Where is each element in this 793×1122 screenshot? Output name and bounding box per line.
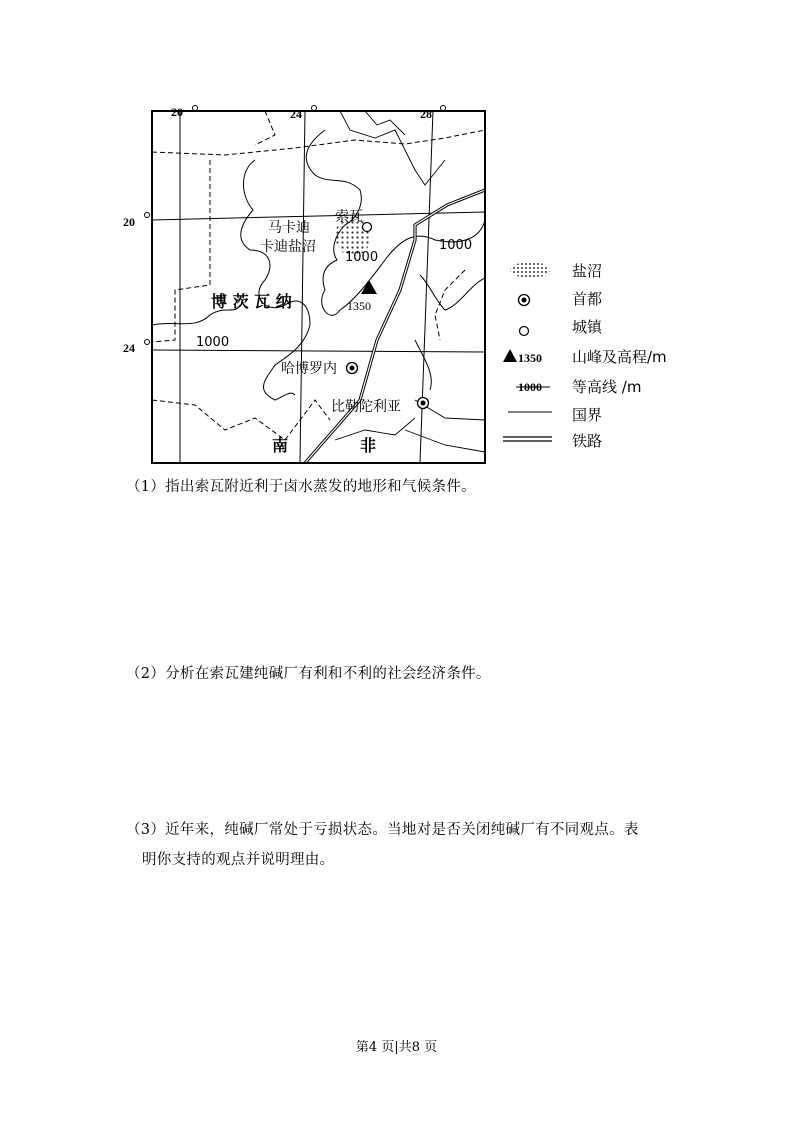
question-2 xyxy=(126,659,491,689)
question-3-text-line2: 明你支持的观点并说明理由。 xyxy=(142,852,335,868)
country-label-south-africa: 非 xyxy=(360,436,377,455)
top-tick-label: 20 xyxy=(171,105,183,119)
top-tick-label: 28 xyxy=(420,107,432,121)
railway-icon xyxy=(500,428,560,452)
degree-mark xyxy=(145,340,150,345)
border-icon xyxy=(500,402,560,426)
border-line xyxy=(255,111,275,145)
meridian-24 xyxy=(300,111,305,463)
legend-label: 城镇 xyxy=(572,318,603,336)
degree-mark xyxy=(193,106,198,111)
botswana-map xyxy=(115,100,495,470)
legend-item-peak xyxy=(500,344,700,368)
contour-label: 1000 xyxy=(439,238,473,253)
country-label-south-africa: 南 xyxy=(272,436,289,455)
town-marker-sowa xyxy=(363,223,372,232)
legend-peak-value: 1350 xyxy=(518,351,542,365)
legend-item-town xyxy=(500,314,700,338)
question-1-text: （1）指出索瓦附近利于卤水蒸发的地形和气候条件。 xyxy=(126,479,476,495)
contour-line xyxy=(420,275,485,310)
city-marker-pretoria-dot xyxy=(421,401,426,406)
left-tick-label: 20 xyxy=(123,215,135,229)
capital-icon xyxy=(500,286,560,310)
legend-contour-value: 1000 xyxy=(518,380,542,394)
border-line xyxy=(152,130,485,155)
contour-label: 1000 xyxy=(196,335,230,350)
legend-label: 国界 xyxy=(572,406,603,424)
country-label-botswana: 博 茨 瓦 纳 xyxy=(211,292,292,311)
page-number: 第4 页|共8 页 xyxy=(355,1040,438,1055)
left-tick-label: 24 xyxy=(123,341,135,355)
place-label-pretoria: 比勒陀利亚 xyxy=(331,399,401,415)
place-label-capital: 哈博罗内 xyxy=(281,361,337,377)
degree-mark xyxy=(441,106,446,111)
legend-item-contour xyxy=(500,374,700,398)
river-line xyxy=(405,430,485,452)
peak-elevation-label: 1350 xyxy=(347,299,371,313)
legend-item-capital xyxy=(500,286,700,310)
legend-item-border xyxy=(500,402,700,426)
place-label-makadikadi: 马卡迪 xyxy=(268,220,310,236)
place-label-sowa: 索瓦 xyxy=(335,209,363,225)
parallel-24 xyxy=(152,350,485,352)
question-3 xyxy=(126,815,639,875)
town-icon xyxy=(500,314,560,338)
peak-icon xyxy=(500,344,560,368)
salt-marsh-icon xyxy=(500,258,560,282)
border-line xyxy=(152,400,330,440)
degree-mark xyxy=(312,106,317,111)
legend-label: 山峰及高程/m xyxy=(572,348,667,366)
legend-label: 等高线 /m xyxy=(572,378,642,396)
map-legend xyxy=(500,258,700,458)
question-2-text: （2）分析在索瓦建纯碱厂有利和不利的社会经济条件。 xyxy=(126,666,491,682)
place-label-salt-pan: 卡迪盐沼 xyxy=(260,239,316,255)
contour-icon xyxy=(500,374,560,398)
legend-item-salt-marsh xyxy=(500,258,700,282)
contour-line xyxy=(306,130,485,315)
border-line xyxy=(152,160,210,342)
legend-item-railway xyxy=(500,428,700,452)
degree-mark xyxy=(145,213,150,218)
page-footer xyxy=(0,1036,793,1055)
legend-label: 盐沼 xyxy=(572,262,603,280)
capital-marker-dot xyxy=(350,366,355,371)
border-line xyxy=(435,270,465,340)
question-1 xyxy=(126,472,476,502)
river-line xyxy=(365,111,405,135)
question-3-text-line1: （3）近年来，纯碱厂常处于亏损状态。当地对是否关闭纯碱厂有不同观点。表 xyxy=(126,822,639,838)
legend-label: 首都 xyxy=(572,290,603,308)
top-tick-label: 24 xyxy=(290,107,302,121)
meridian-28 xyxy=(420,111,433,463)
contour-label: 1000 xyxy=(345,250,379,265)
railway-line xyxy=(305,190,485,463)
legend-label: 铁路 xyxy=(572,432,603,450)
